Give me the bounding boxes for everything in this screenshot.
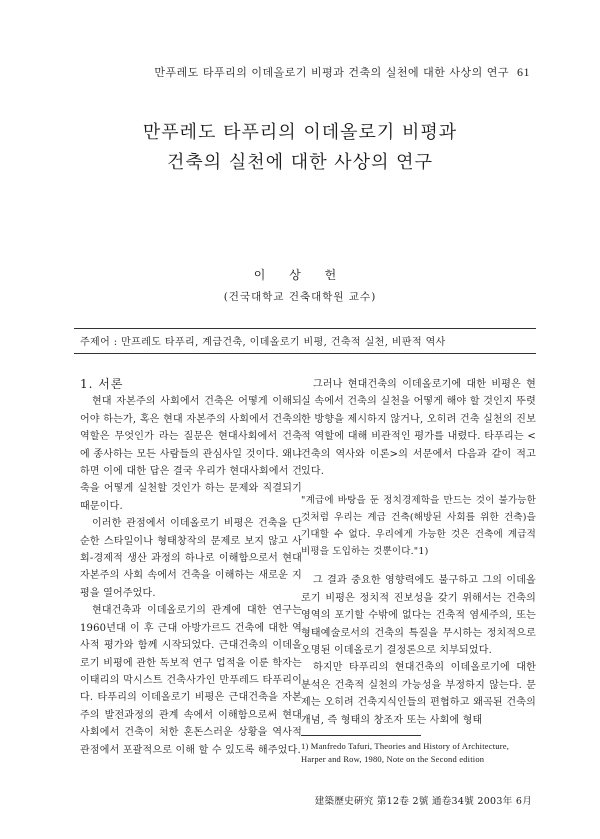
title-line-1: 만푸레도 타푸리의 이데올로기 비평과 [142,122,458,143]
left-column [80,376,302,759]
running-header [154,64,530,80]
title-line-2: 건축의 실천에 대한 사상의 연구 [167,152,433,173]
paragraph: 그 결과 중요한 영향력에도 불구하고 그의 이데올로기 비평은 정치적 진보성을 갖기 위해서는 건축의 영역의 포기할 수밖에 없다는 건축적 염세주의, 또는 형태예술로서의 건축의 특질을 무시하는 정치적으로 오명된 이데올로기 결정론으로 치부되었다. [301,575,536,657]
article-title [0,118,600,178]
paragraph: 그러나 현대건축의 이데올로기에 대한 비평은 현실 속에서 건축의 실천을 어떻게 해야 할 것인지 뚜렷한 방향을 제시하지 않거나, 오히려 건축 실천의 진보적 역할에 대해 비관적인 평가를 내렸다. 타푸리는 <건축의 역사와 이론>의 서문에서 다음과 같이 적고 있다. [301,379,536,478]
running-title: 만푸레도 타푸리의 이데올로기 비평과 건축의 실천에 대한 사상의 연구 [154,66,509,79]
paragraph: 하지만 타푸리의 현대건축의 이데올로기에 대한 분석은 건축적 실천의 가능성을 부정하지 않는다. 문제는 오히려 건축지식인들의 편협하고 왜곡된 건축의 개념, 즉 형태의 창조자 또는 사회에 형태 [301,662,536,726]
paragraph: 현대 자본주의 사회에서 건축은 어떻게 이해되어야 하는가, 혹은 현대 자본주의 사회에서 건축의 역할은 무엇인가 라는 질문은 현대사회에서 건축에 종사하는 모든 사람들의 관심사일 것이다. 왜냐하면 이에 대한 답은 결국 우리가 현대사회에서 건축을 어떻게 실천할 것인가 하는 문제와 직결되기 때문이다. [80,396,302,512]
keywords-bottom-rule [74,353,536,354]
keywords: 주제어 : 만프레도 타푸리, 계급건축, 이데올로기 비평, 건축적 실천, 비판적 역사 [80,337,446,348]
block-quote: "계급에 바탕을 둔 정치경제학을 만드는 것이 불가능한 것처럼 우리는 계급 건축(해방된 사회를 위한 건축)을 기대할 수 없다. 우리에게 가능한 것은 건축에 계급적 비평을 도입하는 것뿐이다."1) [301,495,536,558]
journal-footer: 建築歷史硏究 第12卷 2號 通卷34號 2003年 6月 [314,796,532,807]
keywords-top-rule [74,328,536,329]
footnote: 1) Manfredo Tafuri, Theories and History of Architecture, Harper and Row, 1980, Note on the Second edition [301,741,510,765]
right-column [301,376,536,766]
paragraph: 현대건축과 이데올로기의 관계에 대한 연구는 1960년대 이 후 근대 아방가르드 건축에 대한 역사적 평가와 함께 시작되었다. 근대건축의 이데올로기 비평에 관한 독보적 연구 업적을 이룬 학자는 이태리의 막시스트 건축사가인 만푸레드 타푸리이다. 타푸리의 이데올로기 비평은 근대건축을 자본주의 발전과정의 관계 속에서 이해함으로써 현대사회에서 건축이 처한 혼돈스러운 상황을 역사적 관점에서 포괄적으로 이해 할 수 있도록 해주었다. [80,605,302,756]
section-title: 1. 서론 [80,377,124,391]
paragraph: 이러한 관점에서 이데올로기 비평은 건축을 단순한 스타일이나 형태창작의 문제로 보지 않고 사회-경제적 생산 과정의 하나로 이해함으로서 현대 자본주의 사회 속에서 건축을 이해하는 새로운 지평을 열어주었다. [80,518,302,599]
footnote-rule [301,735,421,736]
page-number: 61 [517,65,530,79]
author-affiliation: (건국대학교 건축대학원 교수) [223,291,377,303]
author-name: 이 상 헌 [253,268,347,282]
